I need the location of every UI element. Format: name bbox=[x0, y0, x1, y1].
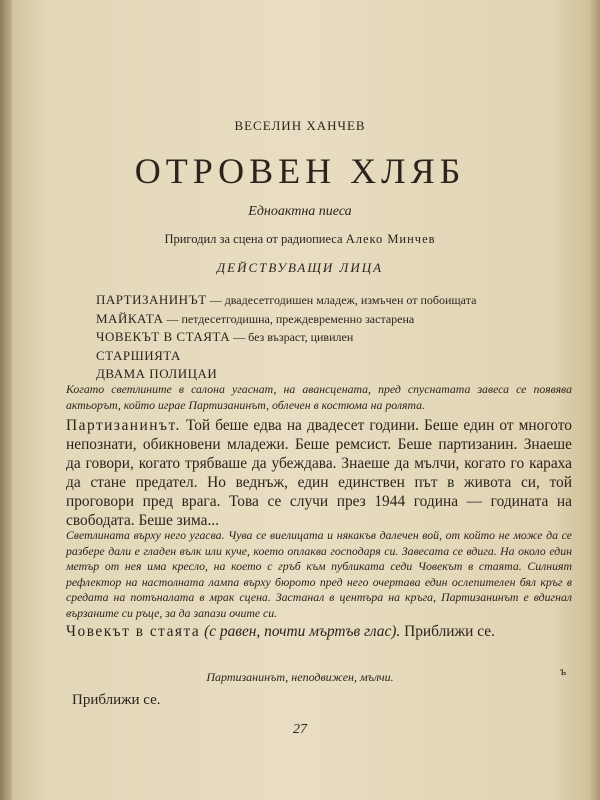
play-subtitle: Едноактна пиеса bbox=[248, 204, 352, 219]
cast-desc: — двадесетгодишен младеж, измъчен от побоищата bbox=[206, 293, 477, 307]
play-title: ОТРОВЕН ХЛЯБ bbox=[134, 151, 466, 191]
characters-heading: ДЕЙСТВУВАЩИ ЛИЦА bbox=[216, 260, 384, 275]
cast-role: ПАРТИЗАНИНЪТ bbox=[96, 292, 207, 307]
speaker-name: Човекът в стаята bbox=[66, 623, 201, 640]
cast-role: СТАРШИЯТА bbox=[96, 347, 181, 363]
speaker-direction: (с равен, почти мъртъв глас). bbox=[204, 623, 401, 640]
cast-item bbox=[96, 347, 566, 366]
cast-list bbox=[96, 291, 566, 384]
adaptation-credit-prefix: Пригодил за сцена от радиопиеса bbox=[164, 232, 343, 246]
stage-direction-silence: Партизанинът, неподвижен, мълчи. bbox=[206, 670, 394, 684]
speaker-name: Партизанинът. bbox=[66, 417, 181, 434]
dialogue-line bbox=[66, 622, 572, 642]
page-number: 27 bbox=[293, 722, 307, 737]
cast-role: ЧОВЕКЪТ В СТАЯТА bbox=[96, 329, 231, 344]
cast-item bbox=[96, 291, 566, 310]
dialogue-text: Приближи се. bbox=[400, 623, 495, 640]
cast-desc: — без възраст, цивилен bbox=[230, 330, 354, 344]
adaptation-credit bbox=[0, 232, 600, 247]
author: ВЕСЕЛИН ХАНЧЕВ bbox=[234, 118, 366, 133]
stage-direction-opening: Когато светлините в салона угаснат, на авансцената, пред спуснатата завеса се появява актьорът, който играе Партизанинът, облечен в костюма на ролята. bbox=[66, 382, 572, 412]
cast-item bbox=[96, 310, 566, 329]
stage-direction-scene: Светлината върху него угасва. Чува се виелицата и някакъв далечен вой, от който не може да се разбере дали е гладен вълк или куче, което оплаква господаря си. Завесата се вдига. На около един метър от нея има кресло, на което с гръб към публиката седи Човекът в стаята. Силният рефлектор на настолната лампа върху бюрото пред него очертава един ослепителен бял кръг в средата на потъналата в мрак сцена. Застанал в центъра на кръга, Партизанинът е вдигнал вързаните си ръце, за да запази очите си. bbox=[66, 528, 572, 620]
narration-text: Той беше едва на двадесет години. Беше един от многото непознати, обикновени младежи. Беше ремсист. Беше партизанин. Знаеше да говори, когато трябваше да убеждава. Знаеше да мълчи, когато го караха да стане предател. Но веднъж, един единствен път в живота си, той проговори пред врага. Това се случи през 1944 година — годината на свободата. Беше зима... bbox=[66, 417, 572, 529]
margin-mark: ъ bbox=[560, 664, 567, 678]
adaptation-credit-name: Алеко Минчев bbox=[345, 232, 436, 246]
cast-desc: — петдесетгодишна, преждевременно застарена bbox=[163, 311, 415, 326]
cast-role: МАЙКАТА bbox=[96, 310, 164, 326]
cast-item bbox=[96, 328, 566, 347]
cast-role: ДВАМА ПОЛИЦАИ bbox=[96, 366, 218, 381]
narration-paragraph bbox=[66, 416, 572, 530]
dialogue-line-final: Приближи се. bbox=[72, 692, 161, 708]
cast-item bbox=[96, 365, 566, 384]
